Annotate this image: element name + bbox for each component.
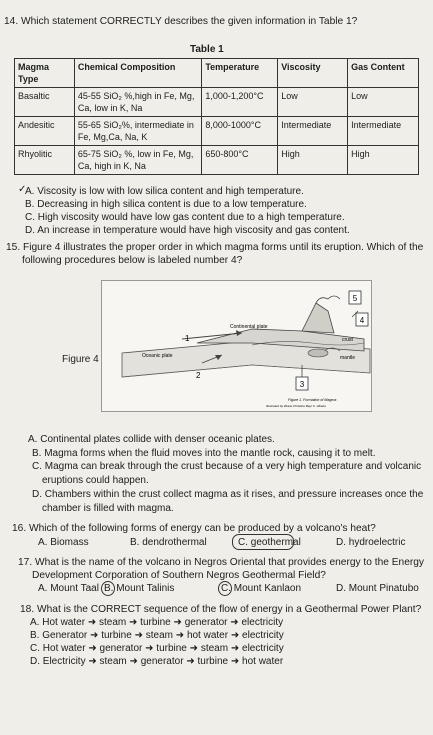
flow-step: Electricity <box>42 656 86 667</box>
arrow-right-icon: ➜ <box>88 643 97 654</box>
table-row <box>15 117 419 146</box>
table-cell: Rhyolitic <box>15 146 75 175</box>
q18-option-d[interactable] <box>30 656 283 667</box>
table-cell: Basaltic <box>15 88 75 117</box>
q15-stem-line1: 15. Figure 4 illustrates the proper order in which magma forms until its eruption. Which of the <box>6 242 424 253</box>
table-cell: 45-55 SiO₂ %,high in Fe, Mg, Ca, low in K, Na <box>74 88 201 117</box>
arrow-right-icon: ➜ <box>175 630 185 641</box>
q16-option-a[interactable]: A. Biomass <box>38 537 89 548</box>
flow-step: steam <box>200 643 229 654</box>
q14-stem: 14. Which statement CORRECTLY describes the given information in Table 1? <box>4 16 358 27</box>
q15-option-d-continued: chamber is filled with magma. <box>42 503 174 514</box>
figure-number-5-box <box>349 291 361 304</box>
q17-option-b[interactable]: B. Mount Talinis <box>104 583 175 594</box>
arrow-right-icon: ➜ <box>129 617 138 628</box>
figure-number-5: 5 <box>352 294 358 303</box>
header-gas-content: Gas Content <box>348 59 419 88</box>
q17-stem-line1: 17. What is the name of the volcano in Negros Oriental that provides energy to the Energy <box>18 557 425 568</box>
arrow-right-icon: ➜ <box>230 617 239 628</box>
flow-step: Hot water <box>42 617 86 628</box>
figure-number-2: 2 <box>196 371 201 380</box>
figure-label: Figure 4 <box>62 354 99 365</box>
flow-step: turbine <box>101 630 132 641</box>
oceanic-plate-label: Oceanic plate <box>142 353 173 359</box>
q15-option-c-continued: eruptions could happen. <box>42 475 149 486</box>
q18-option-b[interactable] <box>30 630 284 641</box>
q17-stem-line2: Development Corporation of Southern Negros Geothermal Field? <box>32 570 326 581</box>
circled-answer-q16 <box>232 534 294 550</box>
q14-option-d[interactable]: D. An increase in temperature would have high viscosity and gas content. <box>25 225 350 236</box>
q17-option-c[interactable]: C. Mount Kanlaon <box>221 583 302 594</box>
flow-step: hot water <box>186 630 229 641</box>
handwritten-check-mark: ✓ <box>18 184 27 195</box>
arrow-right-icon: ➜ <box>230 630 240 641</box>
arrow-right-icon: ➜ <box>87 617 97 628</box>
flow-step: turbine <box>197 656 229 667</box>
table-cell: Low <box>348 88 419 117</box>
table-row <box>15 88 419 117</box>
q15-option-b[interactable]: B. Magma forms when the fluid moves into the mantle rock, causing it to melt. <box>32 448 376 459</box>
arrow-right-icon: ➜ <box>134 630 143 641</box>
header-viscosity: Viscosity <box>278 59 348 88</box>
table-cell: Intermediate <box>348 117 419 146</box>
flow-step: steam <box>145 630 173 641</box>
table-cell: 65-75 SiO₂ %, low in Fe, Mg, Ca, high in K, Na <box>74 146 201 175</box>
table-cell: 650-800°C <box>202 146 278 175</box>
q16-option-d[interactable]: D. hydroelectric <box>336 537 406 548</box>
q15-stem-line2: following procedures below is labeled number 4? <box>22 255 243 266</box>
flow-step: generator <box>140 656 184 667</box>
option-letter: D. <box>30 656 40 667</box>
q15-option-d[interactable]: D. Chambers within the crust collect magma as it rises, and pressure increases once the <box>32 489 424 500</box>
q18-stem: 18. What is the CORRECT sequence of the flow of energy in a Geothermal Power Plant? <box>20 604 422 615</box>
q17-option-d[interactable]: D. Mount Pinatubo <box>336 583 419 594</box>
header-chemical-composition: Chemical Composition <box>74 59 201 88</box>
figure-caption: Figure 1. Formation of Magma <box>288 398 337 402</box>
table-row <box>15 146 419 175</box>
arrow-right-icon: ➜ <box>230 656 240 667</box>
flow-step: steam <box>98 617 127 628</box>
figure-credit: Illustrated by Zhane Christine Bayr C. Albaire <box>266 404 326 408</box>
table-cell: Low <box>278 88 348 117</box>
arrow-right-icon: ➜ <box>173 617 182 628</box>
flow-step: Generator <box>42 630 88 641</box>
arrow-right-icon: ➜ <box>230 643 240 654</box>
figure-4-magma-diagram <box>101 280 372 412</box>
q18-option-c[interactable] <box>30 643 284 654</box>
arrow-right-icon: ➜ <box>90 630 99 641</box>
flow-step: turbine <box>140 617 171 628</box>
table-cell: Intermediate <box>278 117 348 146</box>
table-cell: Andesitic <box>15 117 75 146</box>
flow-step: electricity <box>242 630 284 641</box>
q14-option-b[interactable]: B. Decreasing in high silica content is due to a low temperature. <box>25 199 307 210</box>
table-cell: High <box>278 146 348 175</box>
arrow-right-icon: ➜ <box>129 656 138 667</box>
table-cell: 8,000-1000°C <box>202 117 278 146</box>
q14-option-c[interactable]: C. High viscosity would have low gas content due to a high temperature. <box>25 212 345 223</box>
q16-stem: 16. Which of the following forms of energy can be produced by a volcano's heat? <box>12 523 376 534</box>
q15-option-a[interactable]: A. Continental plates collide with denser oceanic plates. <box>28 434 275 445</box>
arrow-right-icon: ➜ <box>186 656 195 667</box>
flow-step: generator <box>99 643 143 654</box>
circled-letter-b-q17 <box>101 581 115 596</box>
flow-step: generator <box>184 617 228 628</box>
flow-step: turbine <box>156 643 187 654</box>
q18-option-a[interactable] <box>30 617 283 628</box>
figure-number-3-box <box>296 377 308 390</box>
table-cell: 55-65 SiO₂%, intermediate in Fe, Mg,Ca, Na, K <box>74 117 201 146</box>
flow-step: electricity <box>241 617 284 628</box>
table-cell: 1,000-1,200°C <box>202 88 278 117</box>
option-letter: C. <box>30 643 40 654</box>
crust-label: crust <box>342 337 353 343</box>
arrow-right-icon: ➜ <box>189 643 199 654</box>
magma-formation-illustration <box>102 281 371 411</box>
magma-table <box>14 58 419 175</box>
figure-number-1: 1 <box>185 334 190 343</box>
arrow-right-icon: ➜ <box>145 643 154 654</box>
q16-option-c[interactable]: C. geothermal <box>238 537 301 548</box>
flow-step: Hot water <box>42 643 86 654</box>
figure-number-4: 4 <box>359 316 365 325</box>
flow-step: hot water <box>242 656 284 667</box>
mantle-label: mantle <box>340 355 356 361</box>
flow-step: electricity <box>242 643 284 654</box>
arrow-right-icon: ➜ <box>88 656 97 667</box>
circled-letter-c-q17 <box>218 581 232 596</box>
figure-number-3: 3 <box>299 380 305 389</box>
flow-step: steam <box>99 656 127 667</box>
header-magma-type: Magma Type <box>15 59 75 88</box>
continental-plate-label: Continental plate <box>230 324 268 330</box>
table-title: Table 1 <box>190 44 224 55</box>
q17-option-a[interactable]: A. Mount Taal <box>38 583 99 594</box>
header-temperature: Temperature <box>202 59 278 88</box>
q15-option-c[interactable]: C. Magma can break through the crust because of a very high temperature and volcanic <box>32 461 422 472</box>
option-letter: A. <box>30 617 40 628</box>
table-header-row <box>15 59 419 88</box>
figure-number-4-box <box>356 313 368 326</box>
q16-option-b[interactable]: B. dendrothermal <box>130 537 207 548</box>
q14-option-a[interactable]: A. Viscosity is low with low silica content and high temperature. <box>25 186 304 197</box>
option-letter: B. <box>30 630 40 641</box>
table-cell: High <box>348 146 419 175</box>
